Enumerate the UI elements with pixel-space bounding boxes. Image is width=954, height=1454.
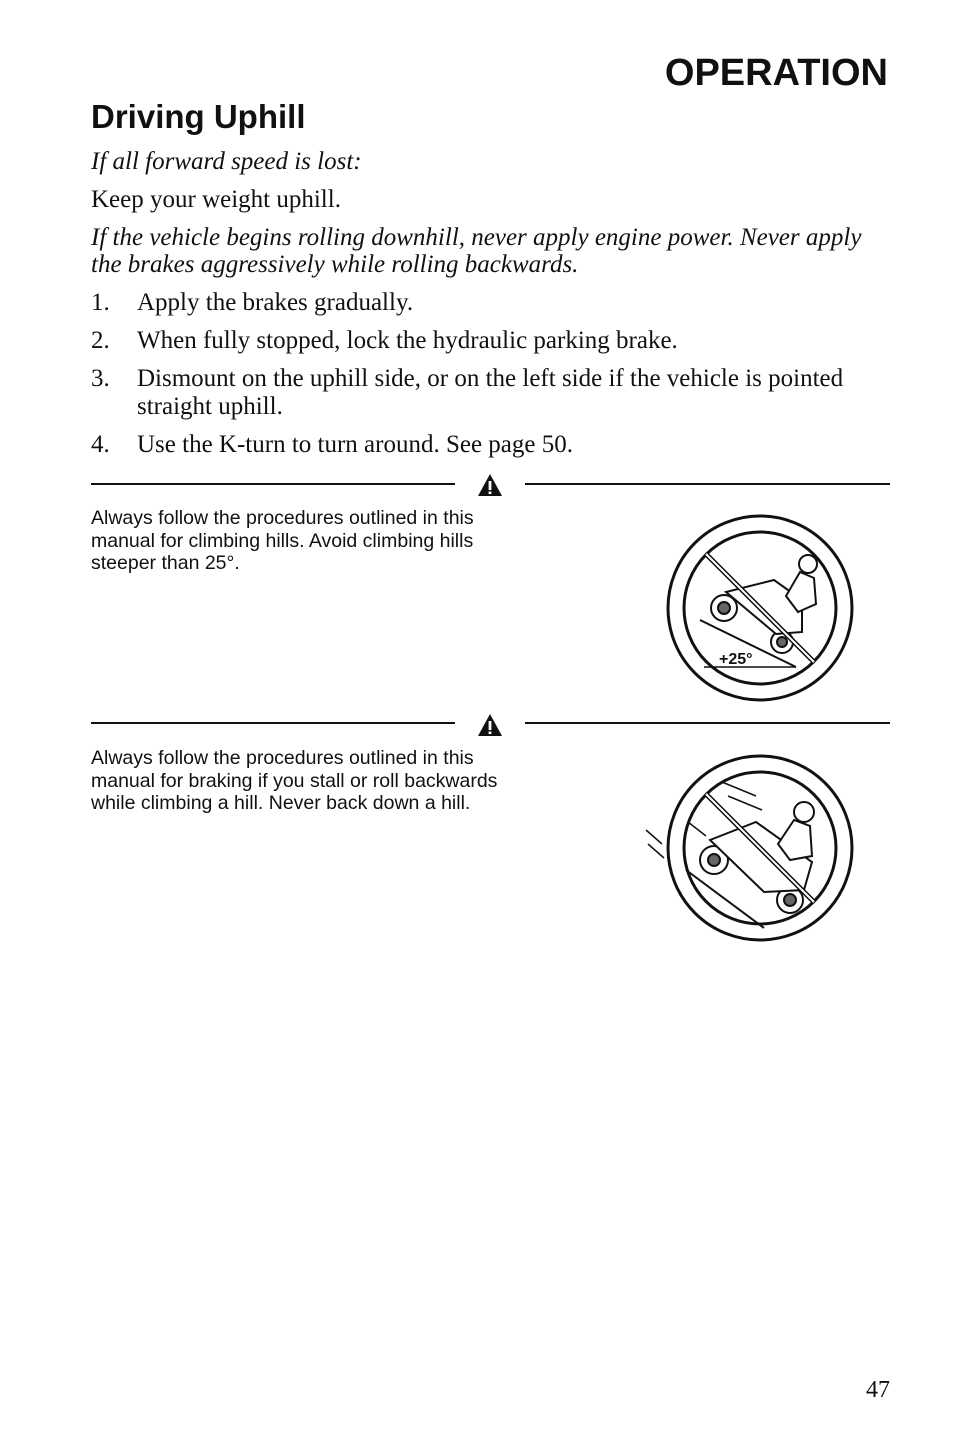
warning-icon xyxy=(477,473,503,497)
step-number: 4. xyxy=(91,431,110,458)
step-text: Dismount on the uphill side, or on the left side if the vehicle is pointed straight uphill. xyxy=(137,365,844,420)
list-item xyxy=(91,431,891,459)
warning-divider-left xyxy=(91,722,455,724)
step-text: When fully stopped, lock the hydraulic parking brake. xyxy=(137,327,678,354)
warning-icon xyxy=(477,713,503,737)
page-number: 47 xyxy=(866,1377,890,1403)
warning-divider-right xyxy=(525,483,890,485)
paragraph-rolling-downhill: If the vehicle begins rolling downhill, never apply engine power. Never apply the brakes aggressively while rolling backwards. xyxy=(91,224,862,278)
warning-text-climbing: Always follow the procedures outlined in this manual for climbing hills. Avoid climbing hills steeper than 25°. xyxy=(91,507,474,574)
step-number: 3. xyxy=(91,365,110,392)
no-steep-climb-icon xyxy=(664,512,856,704)
step-text: Apply the brakes gradually. xyxy=(137,289,414,316)
step-number: 1. xyxy=(91,289,110,316)
warning-divider-left xyxy=(91,483,455,485)
slope-angle-label: +25° xyxy=(719,651,753,668)
no-backing-downhill-icon xyxy=(644,752,856,944)
list-item xyxy=(91,365,891,421)
paragraph-speed-lost: If all forward speed is lost: xyxy=(91,148,362,175)
step-number: 2. xyxy=(91,327,110,354)
list-item xyxy=(91,327,891,355)
section-title: OPERATION xyxy=(664,52,888,94)
page-heading: Driving Uphill xyxy=(91,98,306,135)
list-item xyxy=(91,289,891,317)
warning-divider-right xyxy=(525,722,890,724)
step-text: Use the K-turn to turn around. See page 50. xyxy=(137,431,573,458)
paragraph-weight-uphill: Keep your weight uphill. xyxy=(91,186,341,213)
warning-text-backing: Always follow the procedures outlined in this manual for braking if you stall or roll backwards while climbing a hill. Never back down a hill. xyxy=(91,747,498,814)
